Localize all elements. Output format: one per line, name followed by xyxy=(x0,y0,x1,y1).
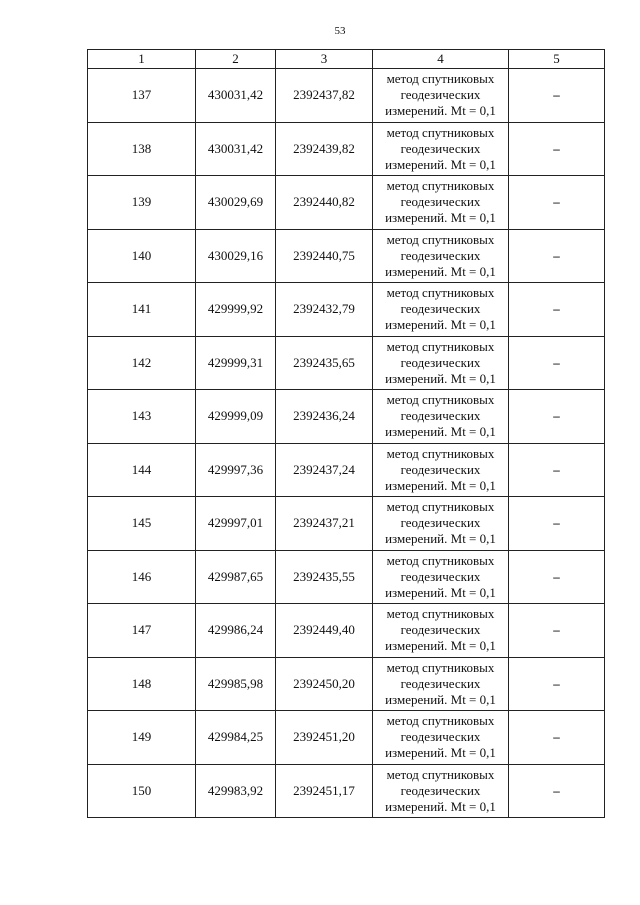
header-cell-2: 2 xyxy=(196,50,276,69)
header-cell-5: 5 xyxy=(509,50,605,69)
point-number-cell: 141 xyxy=(88,283,196,337)
note-cell: – xyxy=(509,283,605,337)
note-cell: – xyxy=(509,657,605,711)
method-line: метод спутниковых xyxy=(386,713,495,729)
method-line: измерений. Mt = 0,1 xyxy=(385,531,496,547)
method-cell xyxy=(373,497,509,551)
point-number-cell: 146 xyxy=(88,550,196,604)
y-coordinate-cell: 2392435,65 xyxy=(276,336,373,390)
method-line: метод спутниковых xyxy=(386,499,495,515)
table-row xyxy=(88,764,605,818)
method-line: измерений. Mt = 0,1 xyxy=(385,584,496,600)
method-cell xyxy=(373,764,509,818)
x-coordinate-cell: 429997,01 xyxy=(196,497,276,551)
method-line: метод спутниковых xyxy=(386,71,495,87)
note-cell: – xyxy=(509,176,605,230)
method-line: метод спутниковых xyxy=(386,766,495,782)
y-coordinate-cell: 2392451,17 xyxy=(276,764,373,818)
y-coordinate-cell: 2392437,82 xyxy=(276,69,373,123)
y-coordinate-cell: 2392432,79 xyxy=(276,283,373,337)
method-line: геодезических xyxy=(400,461,481,477)
x-coordinate-cell: 429987,65 xyxy=(196,550,276,604)
point-number-cell: 144 xyxy=(88,443,196,497)
method-line: метод спутниковых xyxy=(386,392,495,408)
note-cell: – xyxy=(509,69,605,123)
note-cell: – xyxy=(509,497,605,551)
method-line: геодезических xyxy=(400,515,481,531)
method-line: метод спутниковых xyxy=(386,178,495,194)
method-line: измерений. Mt = 0,1 xyxy=(385,798,496,814)
method-line: метод спутниковых xyxy=(386,338,495,354)
method-line: измерений. Mt = 0,1 xyxy=(385,638,496,654)
note-cell: – xyxy=(509,604,605,658)
method-cell xyxy=(373,711,509,765)
method-cell xyxy=(373,69,509,123)
y-coordinate-cell: 2392451,20 xyxy=(276,711,373,765)
y-coordinate-cell: 2392437,21 xyxy=(276,497,373,551)
method-line: геодезических xyxy=(400,354,481,370)
method-line: измерений. Mt = 0,1 xyxy=(385,263,496,279)
method-line: геодезических xyxy=(400,408,481,424)
table-row xyxy=(88,390,605,444)
y-coordinate-cell: 2392439,82 xyxy=(276,122,373,176)
table-row xyxy=(88,69,605,123)
y-coordinate-cell: 2392437,24 xyxy=(276,443,373,497)
page-number: 53 xyxy=(334,25,346,37)
table-row xyxy=(88,336,605,390)
x-coordinate-cell: 429997,36 xyxy=(196,443,276,497)
point-number-cell: 147 xyxy=(88,604,196,658)
note-cell: – xyxy=(509,764,605,818)
x-coordinate-cell: 430029,69 xyxy=(196,176,276,230)
point-number-cell: 140 xyxy=(88,229,196,283)
method-line: метод спутниковых xyxy=(386,552,495,568)
note-cell: – xyxy=(509,229,605,283)
table-row xyxy=(88,283,605,337)
method-line: метод спутниковых xyxy=(386,659,495,675)
method-line: измерений. Mt = 0,1 xyxy=(385,370,496,386)
point-number-cell: 138 xyxy=(88,122,196,176)
x-coordinate-cell: 429983,92 xyxy=(196,764,276,818)
y-coordinate-cell: 2392435,55 xyxy=(276,550,373,604)
method-line: геодезических xyxy=(400,247,481,263)
x-coordinate-cell: 429986,24 xyxy=(196,604,276,658)
method-cell xyxy=(373,443,509,497)
y-coordinate-cell: 2392440,82 xyxy=(276,176,373,230)
method-cell xyxy=(373,283,509,337)
table-row xyxy=(88,657,605,711)
table-row xyxy=(88,122,605,176)
note-cell: – xyxy=(509,443,605,497)
method-line: геодезических xyxy=(400,140,481,156)
point-number-cell: 145 xyxy=(88,497,196,551)
method-line: геодезических xyxy=(400,622,481,638)
method-line: метод спутниковых xyxy=(386,231,495,247)
table-row xyxy=(88,443,605,497)
point-number-cell: 143 xyxy=(88,390,196,444)
method-cell xyxy=(373,122,509,176)
header-cell-1: 1 xyxy=(88,50,196,69)
method-line: геодезических xyxy=(400,87,481,103)
table-header-row xyxy=(88,50,605,69)
point-number-cell: 150 xyxy=(88,764,196,818)
method-line: геодезических xyxy=(400,301,481,317)
y-coordinate-cell: 2392449,40 xyxy=(276,604,373,658)
method-line: измерений. Mt = 0,1 xyxy=(385,210,496,226)
note-cell: – xyxy=(509,336,605,390)
point-number-cell: 149 xyxy=(88,711,196,765)
table-body xyxy=(88,50,605,818)
method-line: геодезических xyxy=(400,782,481,798)
x-coordinate-cell: 429999,31 xyxy=(196,336,276,390)
table-row xyxy=(88,229,605,283)
header-cell-3: 3 xyxy=(276,50,373,69)
method-line: измерений. Mt = 0,1 xyxy=(385,103,496,119)
method-line: измерений. Mt = 0,1 xyxy=(385,745,496,761)
x-coordinate-cell: 429999,92 xyxy=(196,283,276,337)
x-coordinate-cell: 430031,42 xyxy=(196,69,276,123)
method-cell xyxy=(373,336,509,390)
point-number-cell: 148 xyxy=(88,657,196,711)
y-coordinate-cell: 2392440,75 xyxy=(276,229,373,283)
table-row xyxy=(88,497,605,551)
method-cell xyxy=(373,657,509,711)
x-coordinate-cell: 429985,98 xyxy=(196,657,276,711)
x-coordinate-cell: 430029,16 xyxy=(196,229,276,283)
table-row xyxy=(88,711,605,765)
point-number-cell: 142 xyxy=(88,336,196,390)
method-line: измерений. Mt = 0,1 xyxy=(385,477,496,493)
x-coordinate-cell: 429999,09 xyxy=(196,390,276,444)
note-cell: – xyxy=(509,711,605,765)
method-line: метод спутниковых xyxy=(386,285,495,301)
x-coordinate-cell: 430031,42 xyxy=(196,122,276,176)
y-coordinate-cell: 2392450,20 xyxy=(276,657,373,711)
note-cell: – xyxy=(509,122,605,176)
y-coordinate-cell: 2392436,24 xyxy=(276,390,373,444)
method-cell xyxy=(373,176,509,230)
method-line: геодезических xyxy=(400,675,481,691)
note-cell: – xyxy=(509,550,605,604)
method-line: измерений. Mt = 0,1 xyxy=(385,156,496,172)
method-line: метод спутниковых xyxy=(386,124,495,140)
header-cell-4: 4 xyxy=(373,50,509,69)
point-number-cell: 137 xyxy=(88,69,196,123)
method-cell xyxy=(373,229,509,283)
table-row xyxy=(88,176,605,230)
method-cell xyxy=(373,390,509,444)
x-coordinate-cell: 429984,25 xyxy=(196,711,276,765)
method-line: геодезических xyxy=(400,194,481,210)
method-line: измерений. Mt = 0,1 xyxy=(385,691,496,707)
coordinates-table xyxy=(87,49,605,818)
method-cell xyxy=(373,604,509,658)
method-line: метод спутниковых xyxy=(386,445,495,461)
note-cell: – xyxy=(509,390,605,444)
method-line: геодезических xyxy=(400,729,481,745)
table-row xyxy=(88,550,605,604)
method-line: метод спутниковых xyxy=(386,606,495,622)
table-row xyxy=(88,604,605,658)
method-cell xyxy=(373,550,509,604)
method-line: геодезических xyxy=(400,568,481,584)
method-line: измерений. Mt = 0,1 xyxy=(385,317,496,333)
point-number-cell: 139 xyxy=(88,176,196,230)
method-line: измерений. Mt = 0,1 xyxy=(385,424,496,440)
